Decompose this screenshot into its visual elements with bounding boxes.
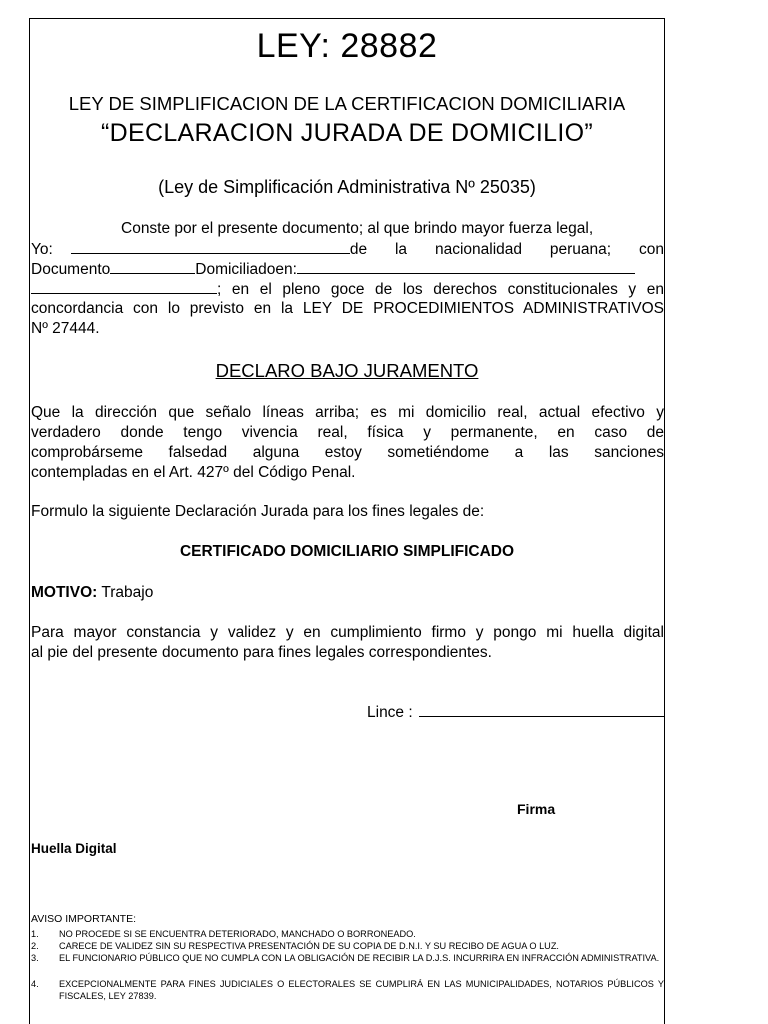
aviso-title: AVISO IMPORTANTE: bbox=[31, 913, 137, 925]
formulo-text: Formulo la siguiente Declaración Jurada para los fines legales de: bbox=[31, 503, 485, 520]
declaro-heading: DECLARO BAJO JURAMENTO bbox=[215, 360, 479, 381]
aviso-item-text: EL FUNCIONARIO PÚBLICO QUE NO CUMPLA CON LA OBLIGACIÓN DE RECIBIR LA D.J.S. INCURRIRA EN INFRACCIÓN ADMINISTRATIVA. bbox=[59, 953, 660, 963]
intro-line-2 bbox=[31, 239, 664, 260]
aviso-item bbox=[31, 929, 664, 941]
aviso-item-text: CARECE DE VALIDEZ SIN SU RESPECTIVA PRESENTACIÓN DE SU COPIA DE D.N.I. Y SU RECIBO DE AGUA O LUZ. bbox=[59, 941, 559, 951]
declaration-line-4: contempladas en el Art. 427º del Código Penal. bbox=[31, 464, 356, 481]
domiciliado-label: Domiciliadoen: bbox=[195, 261, 297, 278]
constancia-line-2: al pie del presente documento para fines legales correspondientes. bbox=[31, 644, 492, 661]
motivo-value: Trabajo bbox=[97, 584, 154, 601]
certificado-title: CERTIFICADO DOMICILIARIO SIMPLIFICADO bbox=[179, 543, 515, 560]
aviso-item-text: EXCEPCIONALMENTE PARA FINES JUDICIALES O ELECTORALES SE CUMPLIRÁ EN LAS MUNICIPALIDADES, NOTARIOS PÚBLICOS Y FISCALES, LEY 27839. bbox=[59, 979, 664, 1001]
document-subtitle: LEY DE SIMPLIFICACION DE LA CERTIFICACION DOMICILIARIA bbox=[68, 93, 626, 114]
name-blank[interactable] bbox=[71, 239, 350, 254]
constancia-line-1: Para mayor constancia y validez y en cumplimiento firmo y pongo mi huella digital bbox=[31, 624, 664, 641]
declaration-line-3: comprobárseme falsedad alguna estoy sometiéndome a las sanciones bbox=[31, 444, 664, 461]
document-page bbox=[29, 18, 665, 1024]
law-reference: (Ley de Simplificación Administrativa Nº 25035) bbox=[158, 177, 536, 197]
address-blank[interactable] bbox=[297, 259, 635, 274]
firma-label: Firma bbox=[517, 801, 556, 817]
lince-label: Lince : bbox=[367, 704, 413, 721]
nationality-text: de la nacionalidad peruana; con bbox=[349, 241, 664, 258]
aviso-item bbox=[31, 979, 664, 1002]
motivo-line bbox=[31, 583, 664, 603]
lince-line bbox=[367, 702, 665, 723]
document-heading: “DECLARACION JURADA DE DOMICILIO” bbox=[101, 119, 593, 147]
intro-line-3 bbox=[31, 259, 664, 280]
aviso-item-number: 1. bbox=[31, 929, 39, 939]
documento-label: Documento bbox=[31, 261, 111, 278]
declaration-line-1: Que la dirección que señalo líneas arriba; es mi domicilio real, actual efectivo y bbox=[31, 404, 664, 421]
aviso-item-number: 3. bbox=[31, 953, 39, 963]
declaration-line-2: verdadero donde tengo vivencia real, física y permanente, en caso de bbox=[31, 424, 664, 441]
law-title: LEY: 28882 bbox=[256, 27, 438, 65]
intro-line-6: Nº 27444. bbox=[31, 320, 100, 337]
aviso-item-number: 2. bbox=[31, 941, 39, 951]
aviso-item-text: NO PROCEDE SI SE ENCUENTRA DETERIORADO, MANCHADO O BORRONEADO. bbox=[59, 929, 416, 939]
aviso-item bbox=[31, 941, 664, 953]
intro-line-1: Conste por el presente documento; al que brindo mayor fuerza legal, bbox=[121, 220, 594, 237]
aviso-item-number: 4. bbox=[31, 979, 39, 989]
intro-line-5: concordancia con lo previsto en la LEY DE PROCEDIMIENTOS ADMINISTRATIVOS bbox=[31, 300, 664, 317]
document-blank[interactable] bbox=[110, 259, 195, 274]
huella-label: Huella Digital bbox=[31, 841, 117, 856]
motivo-label: MOTIVO: bbox=[31, 584, 98, 601]
intro-line-4-text: ; en el pleno goce de los derechos constitucionales y en bbox=[217, 281, 664, 298]
intro-line-4 bbox=[31, 279, 664, 300]
yo-label: Yo: bbox=[31, 241, 53, 258]
address-blank-continued[interactable] bbox=[31, 279, 217, 294]
aviso-item bbox=[31, 953, 664, 965]
date-blank[interactable] bbox=[419, 702, 665, 717]
